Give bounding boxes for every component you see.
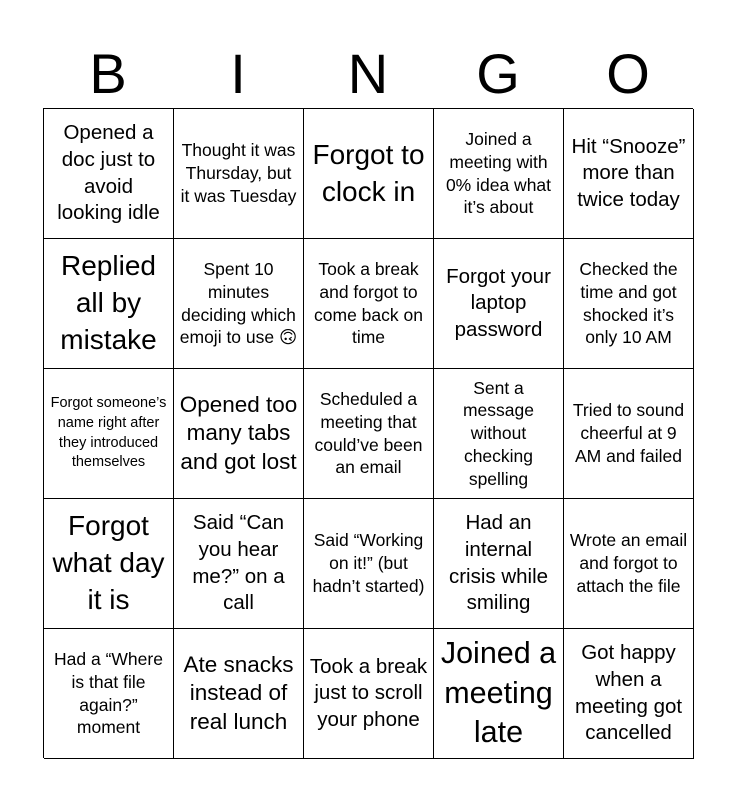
bingo-cell[interactable]: Opened a doc just to avoid looking idle [44,109,174,239]
header-letter-i: I [230,42,246,105]
bingo-cell[interactable]: Joined a meeting late [434,629,564,759]
bingo-cell[interactable]: Forgot your laptop password [434,239,564,369]
bingo-cell[interactable]: Checked the time and got shocked it’s only 10 AM [564,239,694,369]
bingo-cell[interactable]: Spent 10 minutes deciding which emoji to use 🙃 [174,239,304,369]
bingo-cell[interactable]: Joined a meeting with 0% idea what it’s about [434,109,564,239]
bingo-cell[interactable]: Wrote an email and forgot to attach the file [564,499,694,629]
header-letter-o: O [606,42,650,105]
bingo-cell[interactable]: Opened too many tabs and got lost [174,369,304,499]
bingo-cell[interactable]: Had a “Where is that file again?” moment [44,629,174,759]
bingo-cell[interactable]: Took a break just to scroll your phone [304,629,434,759]
bingo-cell[interactable]: Replied all by mistake [44,239,174,369]
header-letter-b: B [89,42,127,105]
bingo-cell[interactable]: Ate snacks instead of real lunch [174,629,304,759]
bingo-cell[interactable]: Forgot to clock in [304,109,434,239]
bingo-cell[interactable]: Forgot someone’s name right after they introduced themselves [44,369,174,499]
bingo-grid [43,108,693,758]
bingo-cell[interactable]: Took a break and forgot to come back on time [304,239,434,369]
bingo-cell[interactable]: Got happy when a meeting got cancelled [564,629,694,759]
header-letter-n: N [347,42,389,105]
header-letter-g: G [476,42,520,105]
bingo-cell[interactable]: Said “Working on it!” (but hadn’t started) [304,499,434,629]
bingo-cell[interactable]: Said “Can you hear me?” on a call [174,499,304,629]
bingo-cell[interactable]: Forgot what day it is [44,499,174,629]
bingo-cell[interactable]: Tried to sound cheerful at 9 AM and failed [564,369,694,499]
bingo-cell[interactable]: Had an internal crisis while smiling [434,499,564,629]
bingo-cell[interactable]: Hit “Snooze” more than twice today [564,109,694,239]
bingo-cell[interactable]: Thought it was Thursday, but it was Tuesday [174,109,304,239]
bingo-header [43,40,693,108]
bingo-cell[interactable]: Sent a message without checking spelling [434,369,564,499]
bingo-cell[interactable]: Scheduled a meeting that could’ve been an email [304,369,434,499]
